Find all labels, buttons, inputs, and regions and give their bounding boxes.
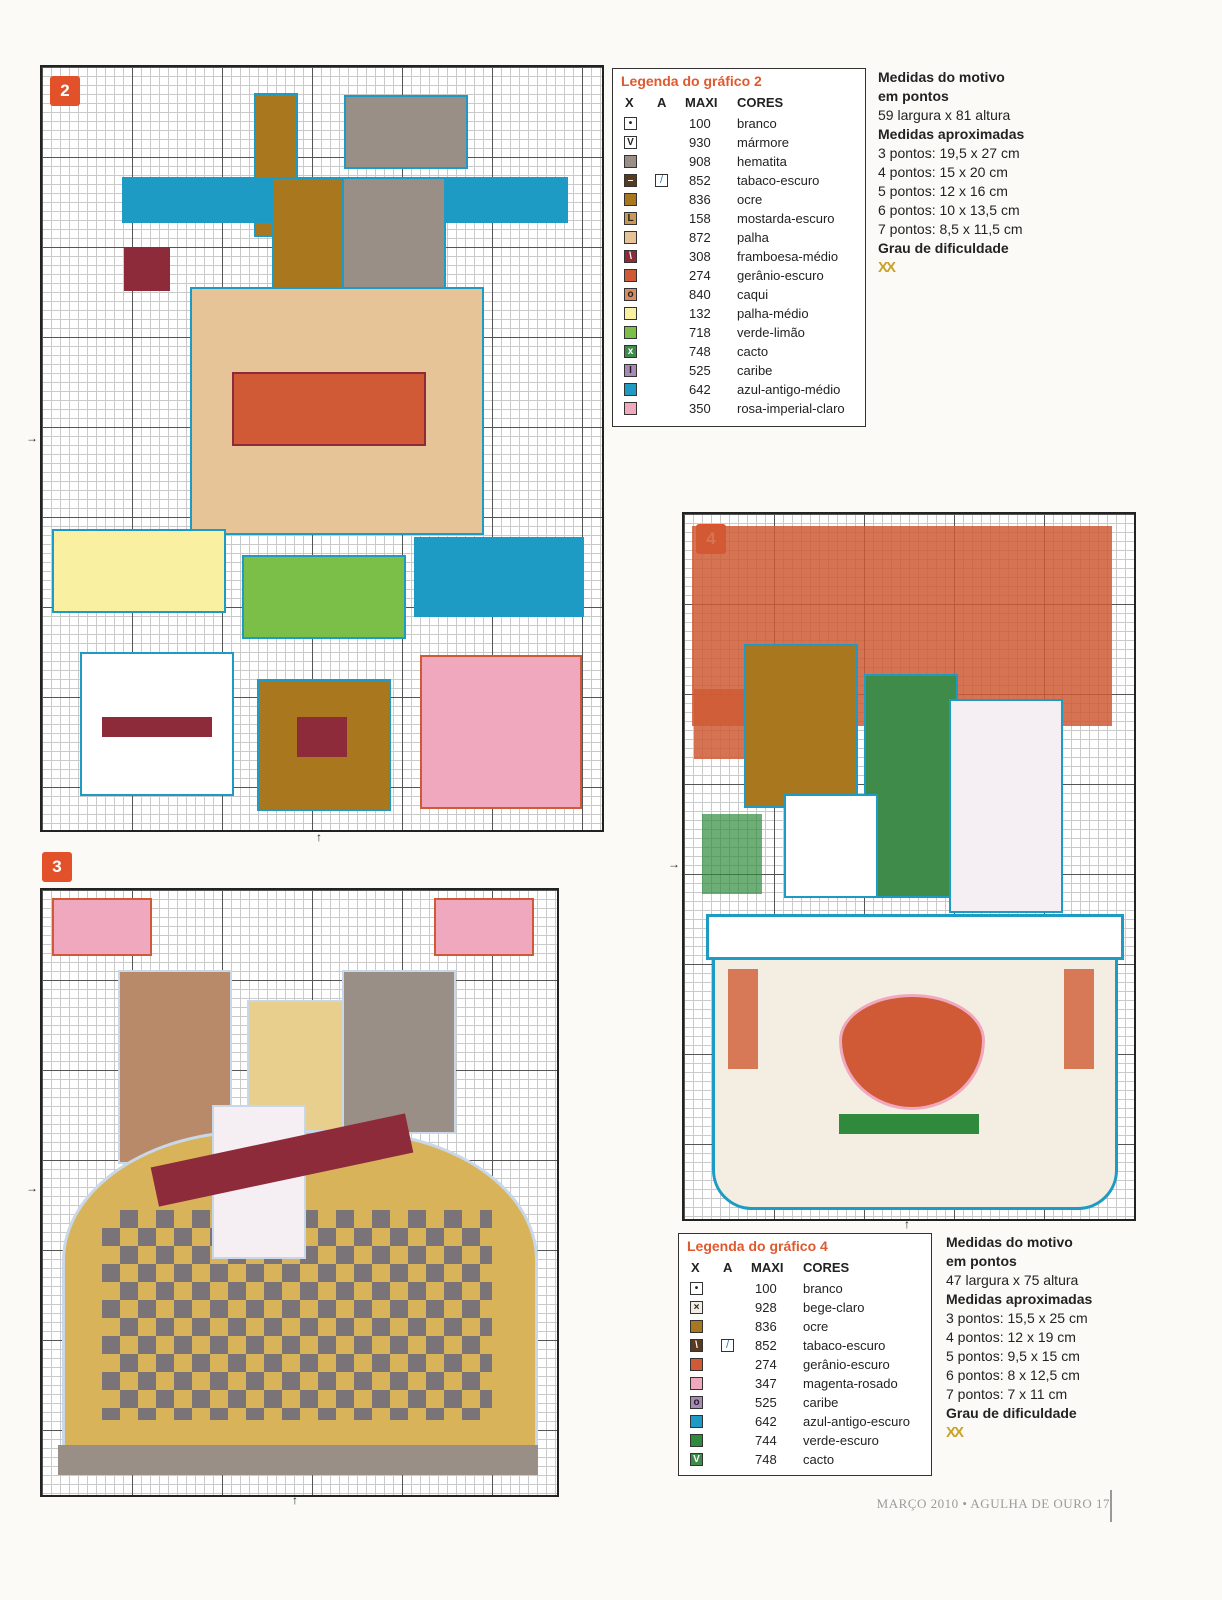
color-swatch [624,326,637,339]
center-arrow-right: → [26,1181,38,1195]
maxi-number: 852 [755,1338,777,1353]
size-line: 4 pontos: 12 x 19 cm [946,1329,1076,1345]
legend-row [679,1356,931,1375]
color-name: branco [737,116,777,131]
medidas-title: Medidas do motivo [946,1234,1073,1250]
em-pontos: em pontos [878,88,949,104]
color-swatch [690,1320,703,1333]
legend-row [613,286,865,305]
maxi-number: 347 [755,1376,777,1391]
legend-row [679,1337,931,1356]
em-pontos: em pontos [946,1253,1017,1269]
legend-row [679,1432,931,1451]
heart-right [434,898,534,956]
legend-row [613,134,865,153]
color-name: tabaco-escuro [803,1338,886,1353]
color-name: cacto [737,344,769,359]
color-name: azul-antigo-médio [737,382,841,397]
motif-info-chart-2 [878,68,1078,277]
color-name: framboesa-médio [737,249,839,264]
maxi-number: 748 [689,344,711,359]
maxi-number: 928 [755,1300,777,1315]
size-line: 5 pontos: 9,5 x 15 cm [946,1348,1080,1364]
color-name: tabaco-escuro [737,173,820,188]
center-arrow-up: ↑ [904,1217,910,1231]
legend-row [679,1394,931,1413]
color-swatch [624,307,637,320]
maxi-number: 930 [689,135,711,150]
backstitch-swatch: / [721,1339,734,1352]
maxi-number: 158 [689,211,711,226]
maxi-number: 836 [689,192,711,207]
legend-row [679,1375,931,1394]
difficulty-marks: XX [878,259,895,276]
color-name: verde-escuro [803,1433,879,1448]
pot-rim [706,914,1124,960]
maxi-number: 836 [755,1319,777,1334]
maxi-number: 132 [689,306,711,321]
color-swatch [624,402,637,415]
legend-row [613,248,865,267]
maxi-number: 852 [689,173,711,188]
size-line: 3 pontos: 19,5 x 27 cm [878,145,1020,161]
legend-row [679,1299,931,1318]
color-name: azul-antigo-escuro [803,1414,910,1429]
header-x: X [691,1260,700,1275]
color-swatch: × [690,1301,703,1314]
chart-4 [682,512,1136,1221]
color-swatch [624,231,637,244]
legend-row [613,267,865,286]
maxi-number: 840 [689,287,711,302]
color-name: bege-claro [803,1300,865,1315]
legend-title: Legenda do gráfico 2 [621,73,762,89]
color-swatch: L [624,212,637,225]
color-name: palha-médio [737,306,809,321]
grau-title: Grau de dificuldade [878,240,1009,256]
pot-leaves [839,1114,979,1134]
center-arrow-up: ↑ [292,1493,298,1507]
header-x: X [625,95,634,110]
leaves-green [864,674,958,898]
center-arrow-right: → [26,431,38,445]
color-swatch: I [624,364,637,377]
stems-green [702,814,762,894]
legend-row [613,153,865,172]
pot-white-hearts [102,717,212,737]
legend-row [613,229,865,248]
pot-side-dots [728,969,758,1069]
chart-3 [40,857,559,1497]
center-arrow-up: ↑ [316,830,322,844]
color-swatch: o [624,288,637,301]
legend-chart-4 [678,1233,932,1476]
color-swatch [690,1415,703,1428]
header-a: A [723,1260,733,1275]
heart-motif [124,247,170,291]
legend-row [679,1451,931,1470]
legend-row [613,172,865,191]
color-swatch [690,1377,703,1390]
color-name: magenta-rosado [803,1376,898,1391]
size-line: 6 pontos: 8 x 12,5 cm [946,1367,1080,1383]
motif-size: 47 largura x 75 altura [946,1272,1079,1288]
bunny-white [949,699,1063,913]
bunny-ochre-body [784,794,878,898]
legend-row [613,324,865,343]
maxi-number: 100 [755,1281,777,1296]
bunny-ear-right [344,95,468,169]
header-cores: CORES [803,1260,850,1275]
difficulty-marks: XX [946,1424,963,1441]
maxi-number: 274 [689,268,711,283]
legend-row [613,191,865,210]
color-name: caribe [803,1395,839,1410]
backstitch-swatch: / [655,174,668,187]
color-swatch: \ [690,1339,703,1352]
color-name: ocre [737,192,763,207]
chart-number-badge: 3 [42,852,72,882]
page-footer: MARÇO 2010 • AGULHA DE OURO 17 [876,1496,1110,1511]
color-swatch: • [624,117,637,130]
color-swatch: V [624,136,637,149]
pot-ochre-heart [297,717,347,757]
maxi-number: 525 [689,363,711,378]
color-swatch [624,193,637,206]
color-swatch: \ [624,250,637,263]
maxi-number: 748 [755,1452,777,1467]
maxi-number: 525 [755,1395,777,1410]
header-a: A [657,95,667,110]
chart-2 [40,65,604,832]
flowers-green [242,555,406,639]
legend-row [613,362,865,381]
maxi-number: 308 [689,249,711,264]
grau-title: Grau de dificuldade [946,1405,1077,1421]
maxi-number: 744 [755,1433,777,1448]
color-swatch: o [690,1396,703,1409]
legend-title: Legenda do gráfico 4 [687,1238,828,1254]
legend-row [613,381,865,400]
color-name: ocre [803,1319,829,1334]
legend-row [613,115,865,134]
maxi-number: 642 [689,382,711,397]
flowers-yellow [52,529,226,613]
color-swatch [690,1358,703,1371]
header-cores: CORES [737,95,784,110]
legend-row [679,1318,931,1337]
motif-info-chart-4 [946,1233,1146,1442]
color-name: verde-limão [737,325,805,340]
color-swatch [690,1434,703,1447]
heart-left [52,898,152,956]
pot-side-dots [1064,969,1094,1069]
color-name: gerânio-escuro [803,1357,890,1372]
center-arrow-right: → [668,857,680,871]
aprox-title: Medidas aproximadas [878,126,1025,142]
color-name: caqui [737,287,769,302]
color-name: palha [737,230,769,245]
color-swatch [624,269,637,282]
color-name: mármore [737,135,790,150]
size-line: 7 pontos: 7 x 11 cm [946,1386,1068,1402]
color-swatch: • [690,1282,703,1295]
color-name: hematita [737,154,787,169]
legend-row [613,400,865,419]
legend-chart-2 [612,68,866,427]
bunny-ochre [744,644,858,808]
color-swatch: x [624,345,637,358]
chart-number-badge: 2 [50,76,80,106]
page-edge-rule [1110,1490,1112,1522]
bunny-gray [342,970,456,1134]
maxi-number: 872 [689,230,711,245]
size-line: 4 pontos: 15 x 20 cm [878,164,1008,180]
size-line: 3 pontos: 15,5 x 25 cm [946,1310,1088,1326]
maxi-number: 274 [755,1357,777,1372]
motif-size: 59 largura x 81 altura [878,107,1011,123]
medidas-title: Medidas do motivo [878,69,1005,85]
color-name: mostarda-escuro [737,211,835,226]
legend-row [679,1413,931,1432]
maxi-number: 350 [689,401,711,416]
maxi-number: 908 [689,154,711,169]
flowers-blue [414,537,584,617]
color-swatch: – [624,174,637,187]
color-name: cacto [803,1452,835,1467]
size-line: 5 pontos: 12 x 16 cm [878,183,1008,199]
maxi-number: 642 [755,1414,777,1429]
aprox-title: Medidas aproximadas [946,1291,1093,1307]
size-line: 7 pontos: 8,5 x 11,5 cm [878,221,1023,237]
header-maxi: MAXI [685,95,718,110]
basket-bow [232,372,426,446]
legend-row [613,343,865,362]
maxi-number: 718 [689,325,711,340]
pot-pink [420,655,582,809]
color-swatch [624,383,637,396]
color-name: rosa-imperial-claro [737,401,845,416]
color-swatch [624,155,637,168]
legend-row [613,210,865,229]
legend-row [679,1280,931,1299]
legend-row [613,305,865,324]
color-name: caribe [737,363,773,378]
size-line: 6 pontos: 10 x 13,5 cm [878,202,1020,218]
color-name: gerânio-escuro [737,268,824,283]
ground-band [58,1445,538,1475]
maxi-number: 100 [689,116,711,131]
header-maxi: MAXI [751,1260,784,1275]
color-name: branco [803,1281,843,1296]
color-swatch: V [690,1453,703,1466]
